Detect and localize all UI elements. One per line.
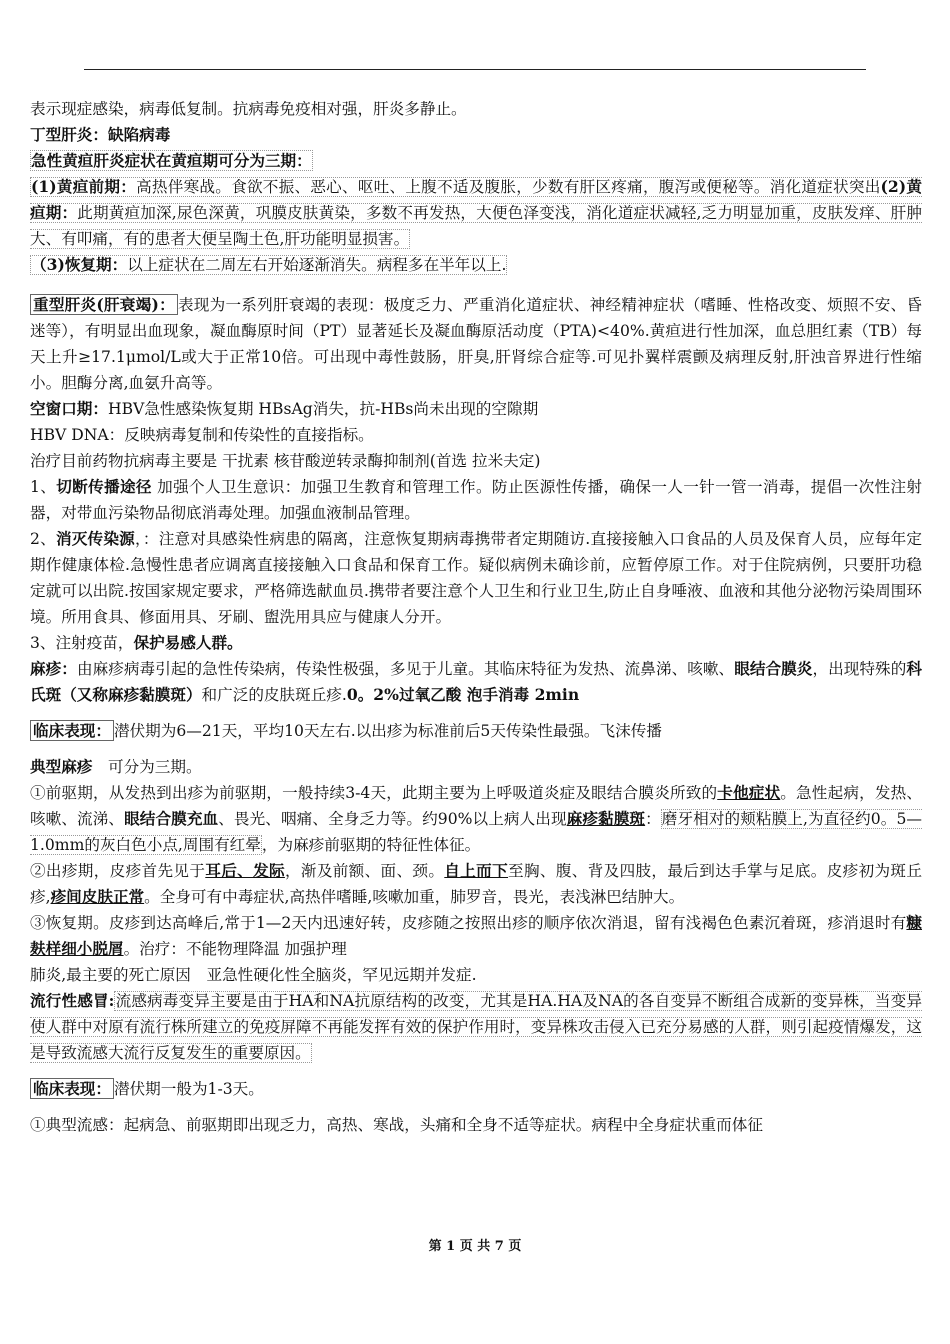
text: 加强个人卫生意识：加强卫生教育和管理工作。防止医源性传播，确保一人一针一管一消毒，提倡一次性注射器，对带血污染物品彻底消毒处理。加强血液制品管理。 — [30, 478, 922, 522]
term: 疹间皮肤正常 — [50, 887, 145, 906]
text: 。全身可有中毒症状,高热伴嗜睡,咳嗽加重，肺罗音，畏光，表浅淋巴结肿大。 — [144, 888, 685, 906]
term: 0。2%过氧乙酸 泡手消毒 2min — [346, 685, 580, 704]
document-body — [30, 96, 922, 1138]
text: 由麻疹病毒引起的急性传染病，传染性极强，多见于儿童。其临床特征为发热、流鼻涕、咳嗽、 — [76, 660, 735, 678]
term: 麻疹： — [30, 659, 77, 678]
text: 以上症状在二周左右开始逐渐消失。病程多在半年以上. — [127, 256, 507, 274]
text: 此期黄疸加深,尿色深黄，巩膜皮肤黄染，多数不再发热，大便色泽变浅，消化道症状减轻,乏力明显加重，皮肤发痒、肝肿大、有叩痛，有的患者大便呈陶土色,肝功能明显损害。 — [30, 204, 922, 248]
text: ，：注意对具感染性病患的隔离，注意恢复期病毒携带者定期随访.直接接触入口食品的人员及保育人员，应每年定期作健康体检.急慢性患者应调离直接接触入口食品和保育工作。疑似病例未确诊前，应暂停原工作。对于住院病例，只要肝功稳定就可以出院.按国家规定要求，严格筛选献血员.携带者要注意个人卫生和行业卫生,防止自身唾液、血液和其他分泌物污染周围环境。所用食具、修面用具、牙刷、盥洗用具应与健康人分开。 — [30, 530, 922, 626]
text: 高热伴寒战。食欲不振、恶心、呕吐、上腹不适及腹胀，少数有肝区疼痛，腹泻或便秘等。消化道症状突出 — [136, 178, 881, 196]
paragraph-item-2 — [30, 526, 922, 630]
paragraph-jaundice-stages — [30, 174, 922, 252]
paragraph-measles-clinical — [30, 718, 922, 744]
text: ③恢复期。皮疹到达高峰后,常于1—2天内迅速好转，皮疹随之按照出疹的顺序依次消退，留有浅褐色色素沉着斑，疹消退时有 — [30, 914, 907, 932]
term: 保护易感人群。 — [133, 633, 243, 652]
text: ，为麻疹前驱期的特征性体征。 — [261, 836, 481, 854]
text: ②出疹期，皮疹首先见于 — [30, 862, 206, 880]
term: 卡他症状 — [717, 783, 781, 802]
heading-acute-jaundice — [30, 148, 922, 174]
text: ： — [645, 810, 661, 828]
term: 典型麻疹 — [30, 757, 93, 776]
text: 潜伏期为6—21天，平均10天左右.以出疹为标准前后5天传染性最强。飞沫传播 — [113, 722, 662, 740]
paragraph-item-1 — [30, 474, 922, 526]
paragraph-typical-measles — [30, 754, 922, 780]
text: 和广泛的皮肤斑丘疹. — [201, 686, 347, 704]
boxed-text — [30, 255, 507, 275]
boxed-term: 临床表现： — [30, 1078, 114, 1099]
paragraph-severe-hepatitis — [30, 292, 922, 396]
paragraph-typical-influenza: ①典型流感：起病急、前驱期即出现乏力，高热、寒战，头痛和全身不适等症状。病程中全身症状重而体征 — [30, 1116, 763, 1134]
text: 3、注射疫苗， — [30, 634, 134, 652]
term: 自上而下 — [444, 861, 509, 880]
term: (2)黄疸期： — [30, 177, 922, 222]
paragraph-item-3 — [30, 630, 922, 656]
page-number: 第 1 页 共 7 页 — [428, 1239, 522, 1254]
paragraph-measles — [30, 656, 922, 708]
paragraph: 表示现症感染，病毒低复制。抗病毒免疫相对强，肝炎多静止。 — [30, 100, 467, 118]
heading-hepatitis-d: 丁型肝炎：缺陷病毒 — [30, 125, 171, 144]
term: (1)黄疸前期： — [31, 177, 137, 196]
term: 空窗口期： — [30, 399, 108, 418]
text: 可分为三期。 — [92, 758, 202, 776]
paragraph-treatment: 治疗目前药物抗病毒主要是 干扰素 核苷酸逆转录酶抑制剂(首选 拉米夫定) — [30, 452, 541, 470]
text: HBV急性感染恢复期 HBsAg消失，抗-HBs尚未出现的空隙期 — [107, 400, 539, 418]
term: 消灭传染源 — [55, 529, 135, 548]
paragraph-prodromal — [30, 780, 922, 858]
paragraph-recovery — [30, 910, 922, 962]
term: 糠麸样细小脱屑 — [30, 913, 922, 958]
text: ，出现特殊的 — [812, 660, 907, 678]
paragraph-window-period — [30, 396, 922, 422]
boxed-text: 磨牙相对的颊粘膜上,为直径约0。5—1.0mm的灰白色小点,周围有红晕 — [30, 810, 922, 854]
text: 2、 — [30, 530, 56, 548]
term: 麻疹黏膜斑 — [566, 809, 646, 828]
paragraph-recovery-stage — [30, 252, 922, 278]
heading-text: 急性黄疸肝炎症状在黄疸期可分为三期： — [31, 151, 312, 170]
paragraph-eruption — [30, 858, 922, 910]
text: ，渐及前额、面、颈。 — [284, 862, 445, 880]
text: ①前驱期，从发热到出疹为前驱期，一般持续3-4天，此期主要为上呼吸道炎症及眼结合膜炎所致的 — [30, 784, 718, 802]
term: 流行性感冒: — [30, 991, 115, 1010]
paragraph-complications: 肺炎,最主要的死亡原因 亚急性硬化性全脑炎，罕见远期并发症. — [30, 966, 477, 984]
paragraph-hbv-dna: HBV DNA：反映病毒复制和传染性的直接指标。 — [30, 426, 374, 444]
term: 科氏斑（又称麻疹黏膜斑） — [30, 659, 922, 704]
boxed-term: 临床表现： — [30, 720, 114, 741]
header-rule — [84, 69, 866, 70]
term: 切断传播途径 — [56, 477, 152, 496]
boxed-text — [30, 177, 922, 249]
term: 耳后、发际 — [205, 861, 285, 880]
boxed-term: 重型肝炎(肝衰竭)： — [30, 294, 178, 315]
term: 眼结合膜充血 — [124, 809, 219, 828]
paragraph-influenza-clinical — [30, 1076, 922, 1102]
text: 表现为一系列肝衰竭的表现：极度乏力、严重消化道症状、神经精神症状（嗜睡、性格改变、烦照不安、昏迷等），有明显出血现象，凝血酶原时间（PT）显著延长及凝血酶原活动度（PTA)<40%.黄疸进行性加深，血总胆红素（TB）每天上升≥17.1μmol/L或大于正常10倍。可出现中毒性鼓肠，肝臭,肝肾综合症等.可见扑翼样震颤及病理反射,肝浊音界进行性缩小。胆酶分离,血氨升高等。 — [30, 296, 922, 392]
term: 眼结合膜炎 — [734, 659, 813, 678]
text: 、畏光、咽痛、全身乏力等。约90%以上病人出现 — [218, 810, 567, 828]
text: 至胸、腹、背及四肢，最后到达手掌与足底。皮疹初为斑丘疹, — [30, 862, 922, 906]
text: 潜伏期一般为1-3天。 — [113, 1080, 264, 1098]
text: 1、 — [30, 478, 57, 496]
text: 。急性起病，发热、咳嗽、流涕、 — [30, 784, 922, 828]
boxed-text: 流感病毒变异主要是由于HA和NA抗原结构的改变，尤其是HA.HA及NA的各自变异不断组合成新的变异株，当变异使人群中对原有流行株所建立的免疫屏障不再能发挥有效的保护作用时，变异株攻击侵入已充分易感的人群，则引起疫情爆发，这是导致流感大流行反复发生的重要原因。 — [30, 992, 922, 1062]
paragraph-influenza — [30, 988, 922, 1066]
term: （3)恢复期： — [31, 255, 128, 274]
text: 。治疗：不能物理降温 加强护理 — [123, 940, 347, 958]
